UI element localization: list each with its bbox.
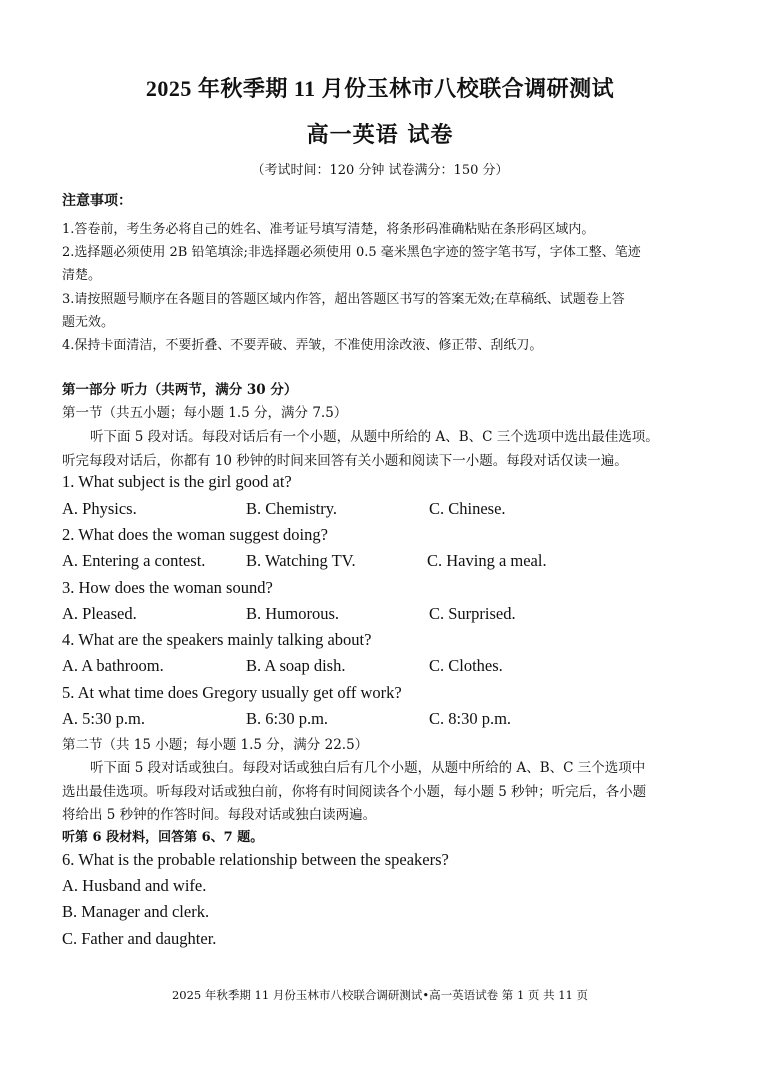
option-b: B. Watching TV. [246, 551, 356, 570]
subject-title: 高一英语 试卷 [306, 122, 454, 148]
exam-info: （考试时间：120 分钟 试卷满分：150 分） [251, 163, 509, 178]
section1-instructions: 听下面 5 段对话。每段对话后有一个小题，从题中所给的 A、B、C 三个选项中选出最佳选项。 [90, 429, 659, 445]
option-b: B. Chemistry. [246, 499, 338, 518]
question-5: 5. At what time does Gregory usually get off work? [62, 683, 402, 702]
question-1: 1. What subject is the girl good at? [62, 472, 292, 491]
section2-instructions: 选出最佳选项。听每段对话或独白前，你将有时间阅读各个小题，每小题 5 秒钟；听完后，各小题 [62, 784, 647, 800]
option-a: A. Husband and wife. [62, 876, 207, 895]
option-c: C. Chinese. [429, 499, 506, 518]
option-c: C. Clothes. [429, 656, 503, 675]
section2-instructions: 听下面 5 段对话或独白。每段对话或独白后有几个小题，从题中所给的 A、B、C 三个选项中 [90, 760, 646, 776]
option-a: A. 5:30 p.m. [62, 709, 145, 728]
notice-item: 1.答卷前，考生务必将自己的姓名、准考证号填写清楚，将条形码准确粘贴在条形码区域内。 [62, 222, 595, 237]
option-c: C. Surprised. [429, 604, 516, 623]
question-2: 2. What does the woman suggest doing? [62, 525, 328, 544]
option-a: A. Physics. [62, 499, 137, 518]
part1-heading: 第一部分 听力（共两节，满分 30 分） [62, 382, 298, 398]
question-3: 3. How does the woman sound? [62, 578, 273, 597]
option-b: B. Humorous. [246, 604, 340, 623]
option-a: A. Pleased. [62, 604, 137, 623]
option-b: B. A soap dish. [246, 656, 346, 675]
section2-heading: 第二节（共 15 小题；每小题 1.5 分，满分 22.5） [62, 737, 369, 753]
notice-item: 4.保持卡面清洁，不要折叠、不要弄破、弄皱，不准使用涂改液、修正带、刮纸刀。 [62, 338, 543, 353]
question-6: 6. What is the probable relationship between the speakers? [62, 850, 449, 869]
option-c: C. Father and daughter. [62, 929, 217, 948]
notice-item: 2.选择题必须使用 2B 铅笔填涂;非选择题必须使用 0.5 毫米黑色字迹的签字笔书写，字体工整、笔迹 [62, 245, 641, 260]
section2-instructions: 将给出 5 秒钟的作答时间。每段对话或独白读两遍。 [62, 807, 377, 823]
exam-title: 2025 年秋季期 11 月份玉林市八校联合调研测试 [145, 76, 615, 101]
notice-item: 清楚。 [62, 268, 102, 283]
option-c: C. 8:30 p.m. [429, 709, 512, 728]
material-label: 听第 6 段材料，回答第 6、7 题。 [62, 830, 264, 845]
option-a: A. Entering a contest. [62, 551, 206, 570]
section1-heading: 第一节（共五小题；每小题 1.5 分，满分 7.5） [62, 405, 348, 421]
notice-heading: 注意事项： [62, 193, 132, 209]
notice-item: 题无效。 [62, 315, 115, 330]
page-footer: 2025 年秋季期 11 月份玉林市八校联合调研测试•高一英语试卷 第 1 页 共 11 页 [171, 988, 589, 1002]
notice-item: 3.请按照题号顺序在各题目的答题区域内作答，超出答题区书写的答案无效;在草稿纸、试题卷上答 [62, 292, 625, 307]
section1-instructions: 听完每段对话后，你都有 10 秒钟的时间来回答有关小题和阅读下一小题。每段对话仅读一遍。 [62, 453, 628, 469]
option-a: A. A bathroom. [62, 656, 164, 675]
question-4: 4. What are the speakers mainly talking about? [62, 630, 372, 649]
option-b: B. 6:30 p.m. [246, 709, 329, 728]
option-b: B. Manager and clerk. [62, 902, 210, 921]
option-c: C. Having a meal. [427, 551, 547, 570]
